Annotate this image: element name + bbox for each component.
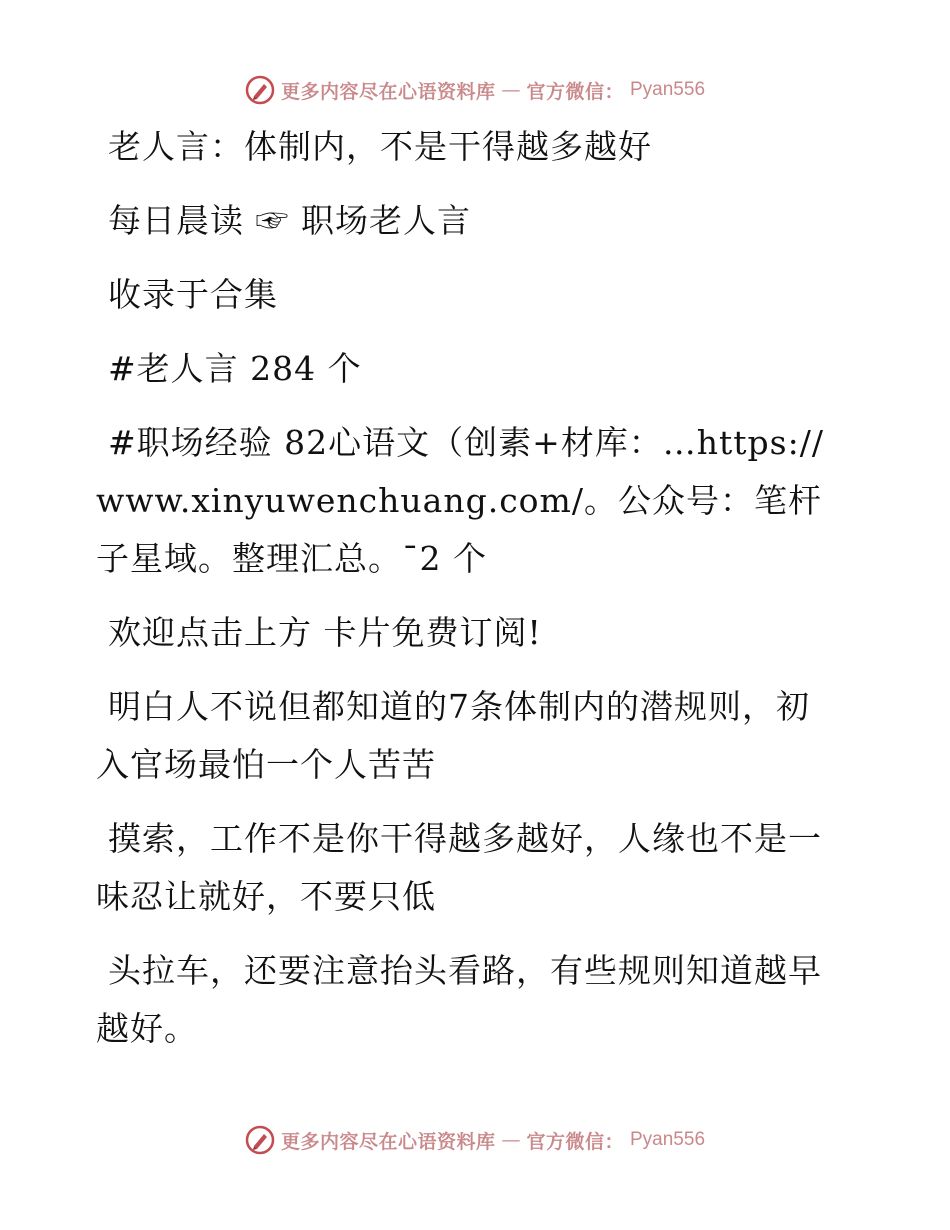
watermark-wechat-label: 官方微信：	[526, 80, 624, 103]
tag-old-sayings: #老人言 284 个	[108, 349, 362, 388]
watermark-wechat-label: 官方微信：	[526, 1130, 624, 1153]
body-paragraph: 明白人不说但都知道的7条体制内的潜规则，初入官场最怕一个人苦苦	[96, 687, 810, 784]
watermark-footer	[0, 1120, 950, 1160]
collection-label: 收录于合集	[108, 275, 278, 314]
pen-logo-icon	[245, 1125, 275, 1155]
document-body	[96, 118, 836, 1074]
watermark-wechat-id: Pyan556	[630, 1129, 706, 1150]
body-paragraph: 头拉车，还要注意抬头看路，有些规则知道越早越好。	[96, 951, 822, 1048]
tag-workplace-experience: #职场经验 82心语文（创素+材库：…https://www.xinyuwenchuang.com/。公众号：笔杆子星域。整理汇总。¯2 个	[96, 423, 824, 578]
watermark-text: 更多内容尽在心语资料库	[280, 80, 496, 103]
article-title: 老人言：体制内，不是干得越多越好	[108, 127, 652, 166]
watermark-text: 更多内容尽在心语资料库	[280, 1130, 496, 1153]
watermark-header	[0, 70, 950, 110]
subscribe-prompt: 欢迎点击上方 卡片免费订阅!	[108, 613, 542, 652]
watermark-separator: —	[501, 79, 521, 101]
body-paragraph: 摸索，工作不是你干得越多越好，人缘也不是一味忍让就好，不要只低	[96, 819, 822, 916]
column-name: 每日晨读 ☞ 职场老人言	[108, 201, 471, 240]
watermark-wechat-id: Pyan556	[630, 79, 706, 100]
pen-logo-icon	[245, 75, 275, 105]
watermark-separator: —	[501, 1129, 521, 1151]
